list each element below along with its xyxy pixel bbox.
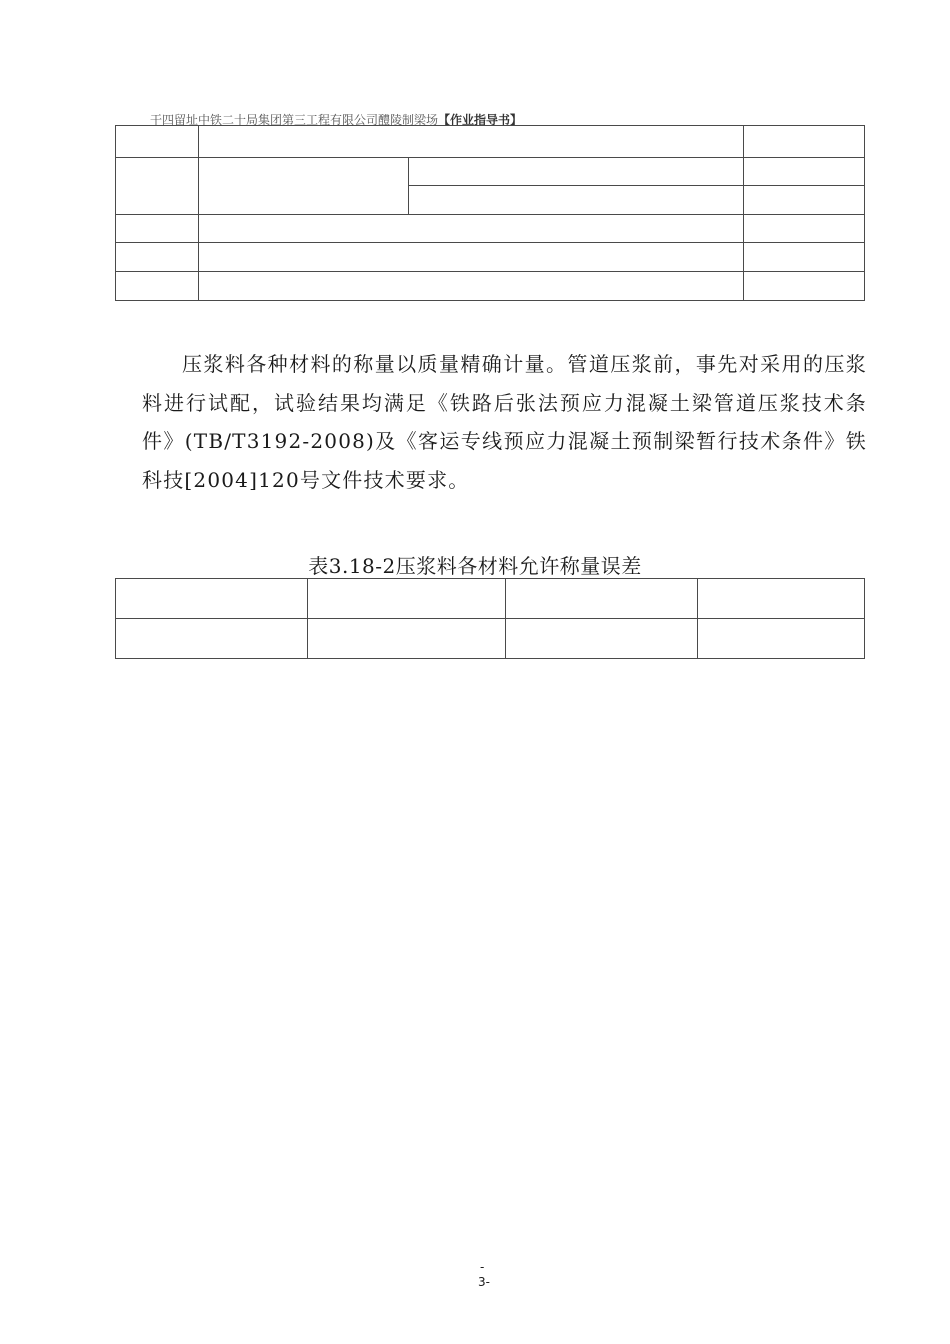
header-text: 干四留址中铁二十局集团第三工程有限公司醴陵制梁场 (150, 113, 439, 127)
table-cell (698, 579, 865, 619)
table-cell (409, 186, 744, 215)
table-cell (744, 272, 865, 301)
table-cell (116, 126, 199, 158)
table-cell (199, 215, 744, 243)
table-cell (409, 158, 744, 186)
table-upper (115, 125, 865, 301)
table-cell (116, 619, 308, 659)
table-cell (116, 579, 308, 619)
table-cell (308, 619, 506, 659)
table-row (116, 579, 865, 619)
header-doc-type: 【作业指导书】 (438, 113, 523, 127)
table-cell (698, 619, 865, 659)
table-row (116, 619, 865, 659)
table-cell (116, 272, 199, 301)
page-number: 3- (478, 1275, 490, 1289)
table-cell (506, 579, 698, 619)
table-cell (199, 272, 744, 301)
table-cell (116, 158, 199, 215)
table-caption: 表3.18-2压浆料各材料允许称量误差 (308, 554, 642, 578)
table-cell (744, 126, 865, 158)
table-row (116, 272, 865, 301)
table-row (116, 126, 865, 158)
table-row (116, 215, 865, 243)
table-cell (744, 158, 865, 186)
table-cell (744, 215, 865, 243)
table-cell (506, 619, 698, 659)
table-tolerance (115, 578, 865, 659)
table-cell (744, 186, 865, 215)
table-cell (744, 243, 865, 272)
table-cell (308, 579, 506, 619)
table-cell (116, 243, 199, 272)
body-paragraph: 压浆料各种材料的称量以质量精确计量。管道压浆前，事先对采用的压浆料进行试配，试验结果均满足《铁路后张法预应力混凝土梁管道压浆技术条件》(TB/T3192-2008)及《客运专线预应力混凝土预制梁暂行技术条件》铁科技[2004]120号文件技术要求。 (142, 352, 867, 492)
table-cell (199, 158, 409, 215)
table-row (116, 158, 865, 186)
table-cell (199, 243, 744, 272)
table-cell (116, 215, 199, 243)
table-cell (199, 126, 744, 158)
table-row (116, 243, 865, 272)
page-number-dash: - (480, 1260, 485, 1274)
